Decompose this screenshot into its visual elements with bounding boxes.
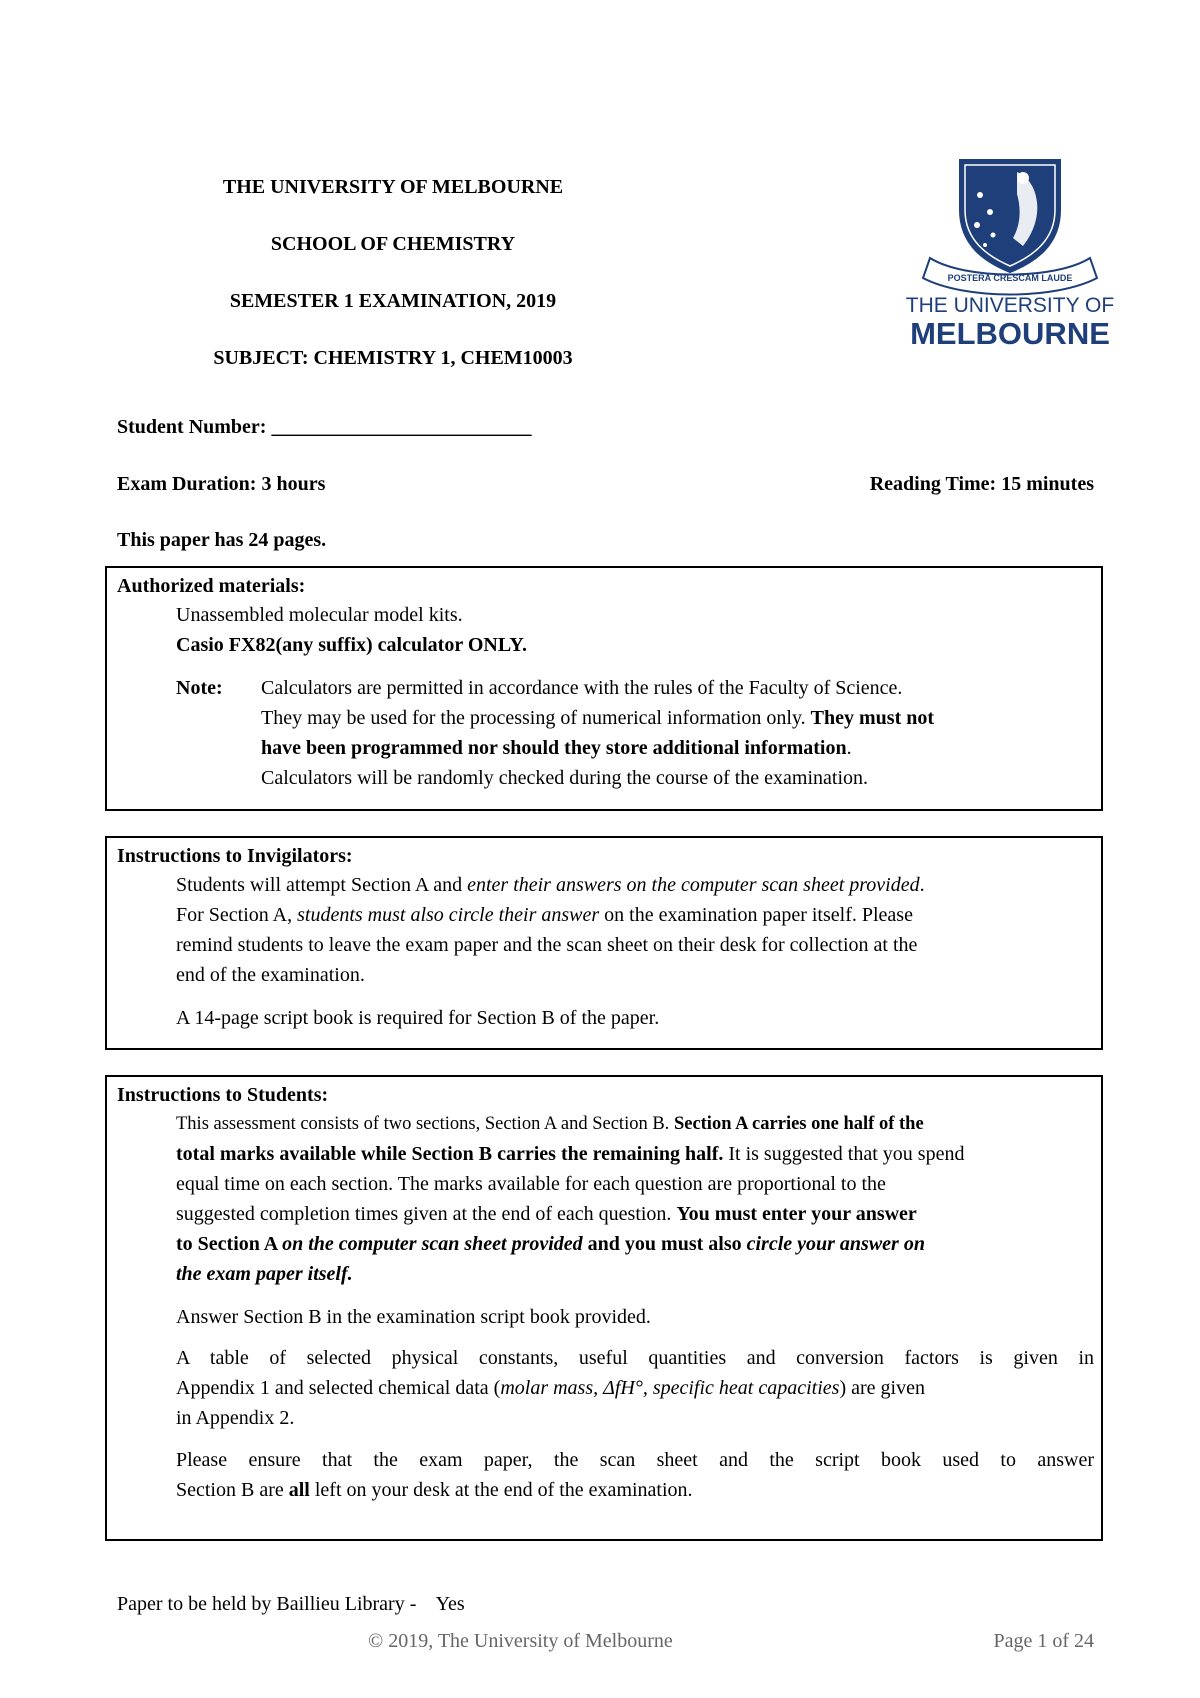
note-line-4: Calculators will be randomly checked during the course of the examination. [261,767,869,789]
invig-line-1a: Students will attempt Section A and [176,874,468,896]
university-heading: THE UNIVERSITY OF MELBOURNE [222,176,564,198]
students-para-4-line-2 [176,1475,693,1505]
students-line-6: the exam paper itself. [176,1263,353,1285]
invigilators-title: Instructions to Invigilators: [117,845,353,867]
students-line-1b: Section A carries one half of the [673,1114,924,1134]
note-line-3-bold: have been programmed nor should they store additional information [261,737,847,759]
page-count: This paper has 24 pages. [117,529,327,551]
library-note: Paper to be held by Baillieu Library - Yes [117,1593,465,1615]
students-para-4-line-1: Please ensure that the exam paper, the scan sheet and the script book used to answer [176,1449,1094,1471]
invig-line-2 [176,900,913,930]
student-number-field: Student Number: __________________________ [117,416,532,438]
exam-heading: SEMESTER 1 EXAMINATION, 2019 [229,290,557,312]
students-para-3-line-2b: molar mass, ΔfH°, specific heat capacities [500,1377,840,1399]
students-title: Instructions to Students: [117,1084,329,1106]
students-para-4-line-2b: all [288,1479,310,1501]
students-para-3-line-3: in Appendix 2. [176,1407,295,1429]
students-para-3-line-1: A table of selected physical constants, useful quantities and conversion factors is given in [176,1347,1094,1369]
note-line-3 [261,733,852,763]
students-line-5d: circle your answer on [746,1233,925,1255]
students-line-2 [176,1139,1094,1169]
authorized-materials-box [105,566,1103,811]
subject-heading: SUBJECT: CHEMISTRY 1, CHEM10003 [213,347,573,369]
students-line-4 [176,1199,917,1229]
students-line-5 [176,1229,925,1259]
students-box [105,1075,1103,1541]
authorized-item-2: Casio FX82(any suffix) calculator ONLY. [176,634,527,656]
students-line-5b: on the computer scan sheet provided [282,1233,583,1255]
authorized-item-1: Unassembled molecular model kits. [176,604,463,626]
invig-line-2b: students must also circle their answer [297,904,600,926]
invig-line-1c: . [919,874,925,896]
copyright: © 2019, The University of Melbourne [368,1630,673,1652]
students-line-4b: You must enter your answer [676,1203,917,1225]
students-para-4-line-2c: left on your desk at the end of the examination. [309,1479,693,1501]
invig-line-2a: For Section A, [176,904,298,926]
exam-duration: Exam Duration: 3 hours [117,473,326,495]
invig-line-5: A 14-page script book is required for Section B of the paper. [176,1007,660,1029]
students-line-1 [176,1109,1094,1139]
students-line-4a: suggested completion times given at the end of each question. [176,1203,677,1225]
page-number: Page 1 of 24 [993,1630,1094,1652]
crest-icon [905,150,1115,350]
note-label: Note: [176,677,223,699]
students-line-3: equal time on each section. The marks available for each question are proportional to the [176,1173,886,1195]
logo-line2: MELBOURNE [910,316,1110,350]
invigilators-box [105,836,1103,1050]
students-line-1a: This assessment consists of two sections, Section A and Section B. [176,1114,674,1134]
students-para-4-line-2a: Section B are [176,1479,289,1501]
note-line-3-end: . [846,737,852,759]
university-logo [905,150,1115,350]
authorized-title: Authorized materials: [117,575,306,597]
students-para-2: Answer Section B in the examination script book provided. [176,1306,651,1328]
invig-line-3: remind students to leave the exam paper and the scan sheet on their desk for collection at the [176,934,918,956]
note-line-1: Calculators are permitted in accordance with the rules of the Faculty of Science. [261,677,903,699]
reading-time: Reading Time: 15 minutes [869,473,1094,495]
school-heading: SCHOOL OF CHEMISTRY [270,233,516,255]
logo-line1: THE UNIVERSITY OF [905,294,1115,317]
invig-line-1b: enter their answers on the computer scan sheet provided [467,874,920,896]
students-para-3-line-2c: ) are given [839,1377,925,1399]
students-line-5a: to Section A [176,1233,283,1255]
students-line-2b: It is suggested that you spend [723,1143,965,1165]
students-line-2a: total marks available while Section B carries the remaining half. [176,1143,724,1165]
invig-line-1 [176,870,925,900]
invig-line-2c: on the examination paper itself. Please [599,904,913,926]
students-para-3-line-2 [176,1373,1094,1403]
note-line-2-bold: They must not [810,707,935,729]
logo-motto: POSTERA CRESCAM LAUDE [947,273,1073,283]
students-para-3-line-2a: Appendix 1 and selected chemical data ( [176,1377,501,1399]
invig-line-4: end of the examination. [176,964,365,986]
note-line-2-text: They may be used for the processing of numerical information only. [261,707,811,729]
students-line-5c: and you must also [582,1233,747,1255]
note-line-2 [261,703,934,733]
